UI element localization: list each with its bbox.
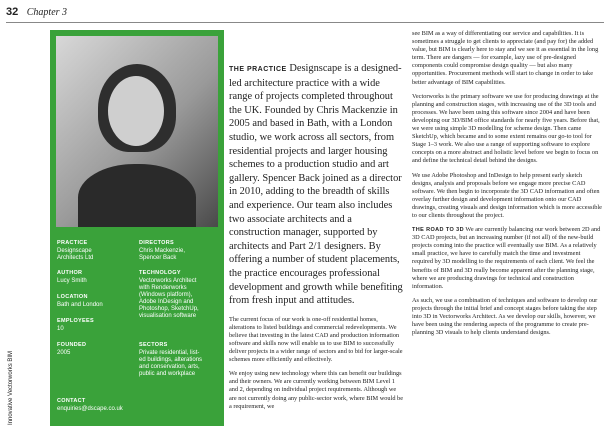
side-running-title: Innovative Vectorworks BIM <box>8 350 14 425</box>
road-paragraph <box>412 226 602 291</box>
article-column-2 <box>229 62 404 417</box>
info-founded <box>57 342 135 357</box>
practice-info-panel <box>50 30 224 426</box>
info-label: PRACTICE <box>57 240 88 246</box>
info-contact <box>57 398 217 413</box>
info-label: EMPLOYEES <box>57 318 94 324</box>
info-label: LOCATION <box>57 294 88 300</box>
body-paragraph: We use Adobe Photoshop and InDesign to help present early sketch designs, analysis and proposals before we engage more precise CAD software. We then begin to incorporate the 3D CAD information and often overlay further design and development information onto our CAD drawings, creating visuals and design information which is more accessible to our clients throughout the project. <box>412 171 602 219</box>
info-value: 2005 <box>57 350 71 356</box>
body-paragraph: The current focus of our work is one-off residential homes, alterations to listed buildings and commercial redevelopments. We believe that investing in the latest CAD and production information software and skills now will enable us to use BIM to successfully deliver projects in a wider range of sectors and to bid for larger-scale schemes more efficiently and effectively. <box>229 315 403 364</box>
info-practice <box>57 240 135 262</box>
body-paragraph: As such, we use a combination of techniques and software to develop our projects through the initial brief and concept stages before taking the step into 3D in Vectorworks Architect. As we develop our skills, however, we have been using the rendering aspects of the programme to create pre-planning 3D visuals to help clients understand designs. <box>412 296 598 337</box>
info-sectors <box>139 342 221 378</box>
info-value: 10 <box>57 326 64 332</box>
info-label: AUTHOR <box>57 270 83 276</box>
info-technology <box>139 270 221 320</box>
info-label: SECTORS <box>139 342 168 348</box>
chapter-title: Chapter 3 <box>26 7 68 18</box>
info-label: FOUNDED <box>57 342 87 348</box>
body-paragraph: We enjoy using new technology where this can benefit our buildings and their owners. We are currently working between BIM Level 1 and 2, depending on individual project requirements. Although we are not currently doing any public-sector work, where BIM would be a requirement, we <box>229 370 403 410</box>
info-value: Vectorworks Architect with Renderworks (Windows platform), Adobe InDesign and Photoshop, SketchUp, visualisation software <box>139 278 199 319</box>
road-kicker: THE ROAD TO 3D <box>412 227 464 234</box>
page-header <box>6 6 67 18</box>
info-location <box>57 294 135 309</box>
info-value: Bath and London <box>57 302 103 308</box>
road-text: We are currently balancing our work between 2D and 3D CAD projects, but an increasing number (if not all) of the new-build projects coming into the practice will eventually use BIM. As a relatively small practice, we have to carefully match the time and investment required by 3D modelling to the requirements of each client. We feel the benefits of BIM and 3D really become apparent after the planning stage, where we are producing drawings for technical and construction information. <box>412 226 601 290</box>
intro-kicker: THE PRACTICE <box>229 66 287 73</box>
page-number: 32 <box>6 6 19 18</box>
intro-paragraph <box>229 62 404 308</box>
info-label: TECHNOLOGY <box>139 270 181 276</box>
info-value: Private residential, list- ed buildings, alterations and conservation, arts, public and workplace <box>139 350 203 377</box>
body-paragraph: see BIM as a way of differentiating our service and capabilities. It is sometimes a struggle to get clients to appreciate (and pay for) the added value, but BIM is clearly here to stay and we see it as essential in the long term. There are dangers — for example, lazy use of pre-designed components could compromise design quality — but also many opportunities. Procurement methods will start to change in order to take better advantage of BIM capabilities. <box>412 30 599 86</box>
info-value: Chris Mackenzie, Spencer Back <box>139 248 186 261</box>
portrait-body <box>78 164 196 227</box>
header-rule <box>6 22 604 23</box>
article-column-3 <box>412 30 602 343</box>
info-value: Designscape Architects Ltd <box>57 248 94 261</box>
info-label: CONTACT <box>57 398 86 404</box>
intro-text: Designscape is a designed-led architecture practice with a wide range of projects completed throughout the UK. Founded by Chris Mackenzie in 2005 and based in Bath, with a London studio, we work across all sectors, from residential projects and larger housing schemes to a production studio and art gallery. Spencer Back joined as a director in 2010, adding to the breadth of skills and experience. Our team also includes two associate architects and a construction manager, supported by architects and Part 2/1 designers. By offering a number of student placements, the practice encourages professional development and growth while benefiting from fresh input and attitudes. <box>229 63 403 307</box>
portrait-photo <box>56 36 218 227</box>
info-directors <box>139 240 221 262</box>
info-label: DIRECTORS <box>139 240 174 246</box>
body-paragraph: Vectorworks is the primary software we use for producing drawings at the planning and construction stages, with increasing use of the 3D tools and processes. We have been using this software since 2004 and have been developing our 3D/BIM office standards for nearly five years. Before that, we were using simple 3D modelling for scheme design. Then came SketchUp, which became and to some extent remains our go-to tool for Stage 1–3 work. We also use a range of supporting software to explore concepts on a more abstract and holistic level before we begin to focus on and define the technical detail behind the designs. <box>412 92 600 165</box>
portrait-face <box>108 76 164 146</box>
info-author <box>57 270 135 285</box>
info-value: Lucy Smith <box>57 278 87 284</box>
info-employees <box>57 318 135 333</box>
info-value: enquiries@dscape.co.uk <box>57 406 123 412</box>
